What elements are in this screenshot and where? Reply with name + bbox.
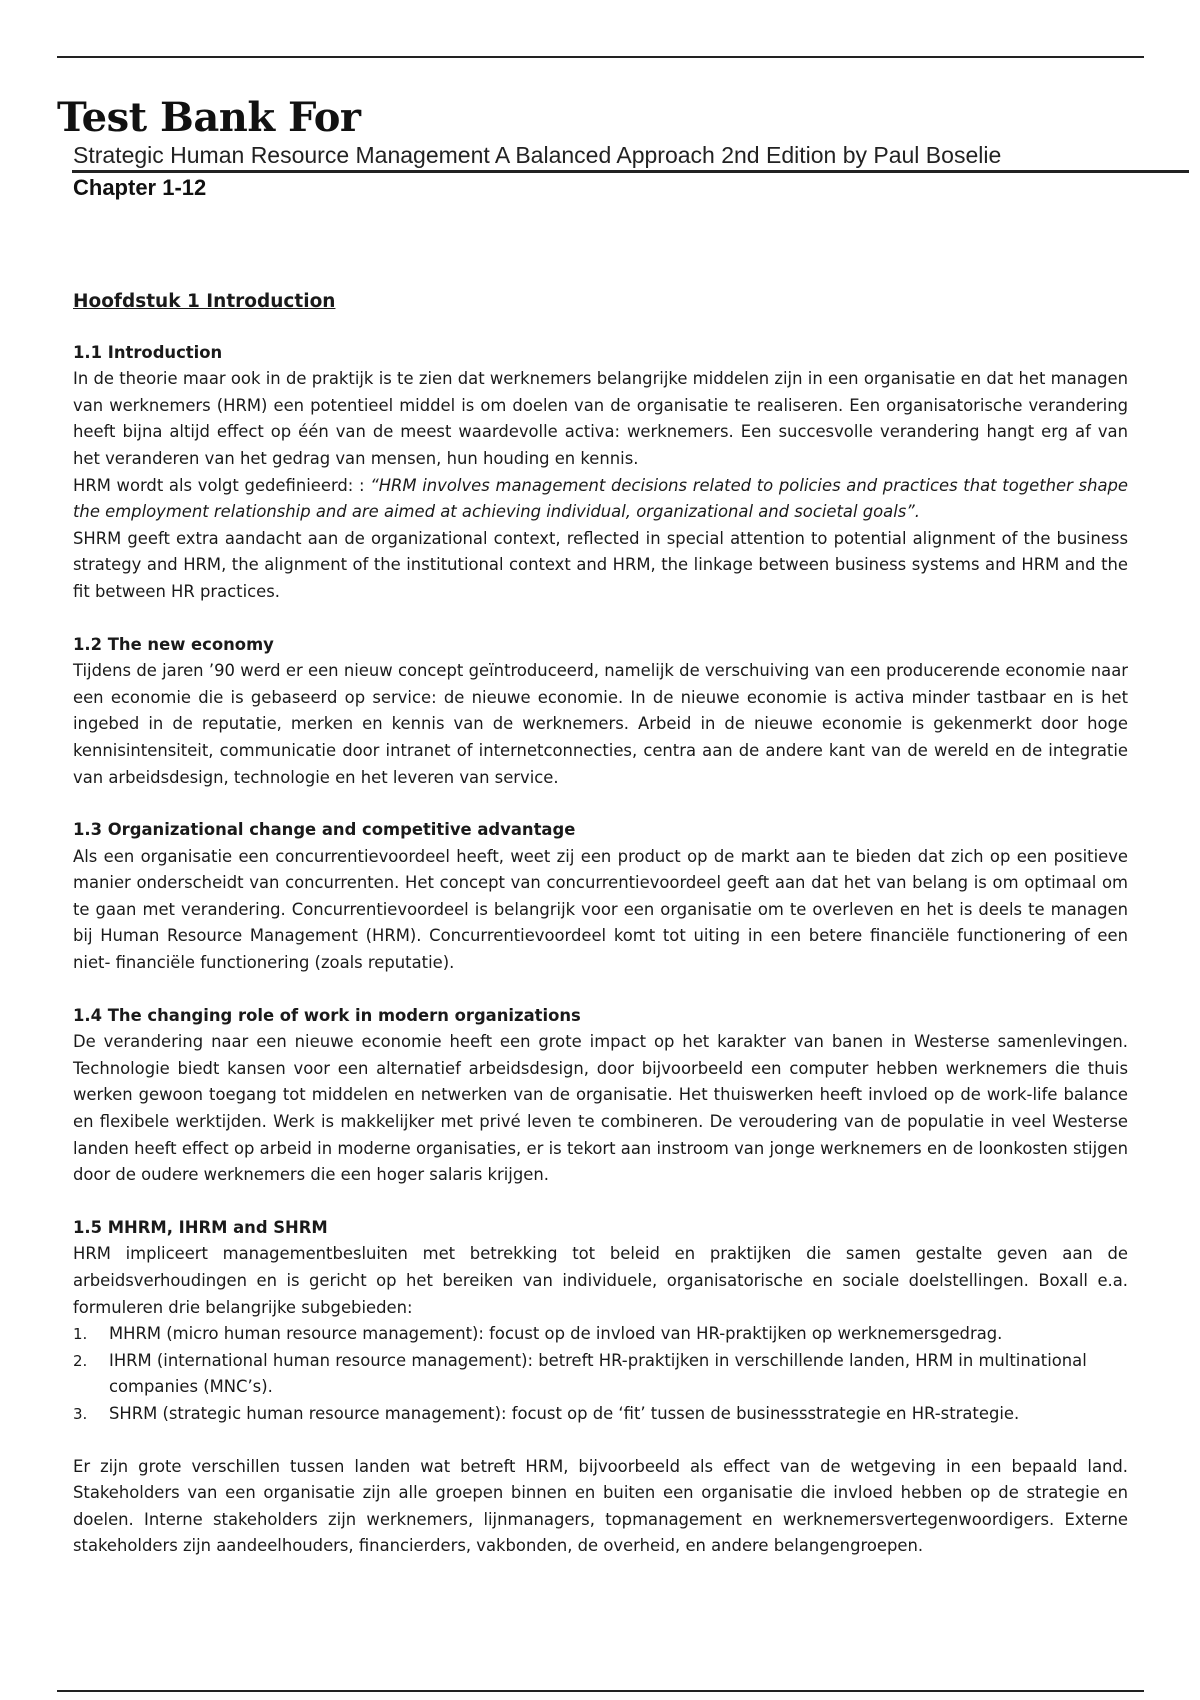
title-rule <box>72 170 1189 173</box>
section-heading: 1.2 The new economy <box>73 634 274 654</box>
book-subtitle: Strategic Human Resource Management A Balanced Approach 2nd Edition by Paul Boselie <box>73 142 1002 168</box>
list-text: IHRM (international human resource management): betreft HR-praktijken in verschillende landen, HRM in multinational companies (MNC’s). <box>109 1350 1087 1397</box>
document-body <box>73 289 1128 1560</box>
paragraph: De verandering naar een nieuwe economie heeft een grote impact op het karakter van banen in Westerse samenlevingen. Technologie biedt kansen voor een alternatief arbeidsdesign, door bijvoorbeeld een computer hebben werknemers die thuis werken gewoon toegang tot middelen en netwerken van de organisatie. Het thuiswerken heeft invloed op de work-life balance en flexibele werktijden. Werk is makkelijker met privé leven te combineren. De veroudering van de populatie in veel Westerse landen heeft effect op arbeid in moderne organisaties, er is tekort aan instroom van jonge werknemers en de loonkosten stijgen door de oudere werknemers die een hoger salaris krijgen. <box>73 1032 1128 1185</box>
section-1-4 <box>73 1003 1128 1189</box>
definition-paragraph <box>73 473 1128 526</box>
list-number: 1. <box>73 1325 88 1344</box>
list-number: 3. <box>73 1404 88 1423</box>
list-item <box>73 1401 1128 1428</box>
top-rule <box>57 56 1144 58</box>
definition-quote: “HRM involves management decisions related to policies and practices that together shape the employment relationship and are aimed at achieving individual, organizational and societal goals”. <box>73 475 1128 522</box>
list-number: 2. <box>73 1351 88 1370</box>
paragraph: Als een organisatie een concurrentievoordeel heeft, weet zij een product op de markt aan te bieden dat zich op een positieve manier onderscheidt van concurrenten. Het concept van concurrentievoordeel geeft aan dat het van belang is om optimaal om te gaan met verandering. Concurrentievoordeel is belangrijk voor een organisatie om te overleven en het is deels te managen bij Human Resource Management (HRM). Concurrentievoordeel komt tot uiting in een betere financiële functionering of een niet- financiële functionering (zoals reputatie). <box>73 846 1128 973</box>
paragraph: In de theorie maar ook in de praktijk is te zien dat werknemers belangrijke middelen zijn in een organisatie en dat het managen van werknemers (HRM) een potentieel middel is om doelen van de organisatie te realiseren. Een organisatorische verandering heeft bijna altijd effect op één van de meest waardevolle activa: werknemers. Een succesvolle verandering hangt erg af van het veranderen van het gedrag van mensen, hun houding en kennis. <box>73 369 1128 468</box>
list-text: SHRM (strategic human resource management): focust op de ‘fit’ tussen de businessstrategie en HR-strategie. <box>109 1403 1020 1423</box>
section-1-5 <box>73 1215 1128 1560</box>
paragraph: HRM impliceert managementbesluiten met betrekking tot beleid en praktijken die samen gestalte geven aan de arbeidsverhoudingen en is gericht op het bereiken van individuele, organisatorische en sociale doelstellingen. Boxall e.a. formuleren drie belangrijke subgebieden: <box>73 1244 1128 1317</box>
section-heading: 1.4 The changing role of work in modern organizations <box>73 1005 581 1025</box>
chapter-range: Chapter 1-12 <box>73 175 207 200</box>
list-text: MHRM (micro human resource management): focust op de invloed van HR-praktijken op werknemersgedrag. <box>109 1324 1003 1344</box>
section-heading: 1.1 Introduction <box>73 342 223 362</box>
chapter-heading: Hoofdstuk 1 Introduction <box>73 291 336 312</box>
list-item <box>73 1321 1128 1348</box>
section-heading: 1.3 Organizational change and competitive advantage <box>73 820 576 840</box>
bottom-rule <box>57 1690 1144 1692</box>
definition-lead: HRM wordt als volgt gedefinieerd: : <box>73 475 371 495</box>
paragraph: Tijdens de jaren ’90 werd er een nieuw concept geïntroduceerd, namelijk de verschuiving van een producerende economie naar een economie die is gebaseerd op service: de nieuwe economie. In de nieuwe economie is activa minder tastbaar en is het ingebed in de reputatie, merken en kennis van de werknemers. Arbeid in de nieuwe economie is gekenmerkt door hoge kennisintensiteit, communicatie door intranet of internetconnecties, centra aan de andere kant van de wereld en de integratie van arbeidsdesign, technologie en het leveren van service. <box>73 661 1128 787</box>
section-heading: 1.5 MHRM, IHRM and SHRM <box>73 1217 328 1237</box>
paragraph: Er zijn grote verschillen tussen landen wat betreft HRM, bijvoorbeeld als effect van de wetgeving in een bepaald land. Stakeholders van een organisatie zijn alle groepen binnen en buiten een organisatie die invloed hebben op de strategie en doelen. Interne stakeholders zijn werknemers, lijnmanagers, topmanagement en werknemersvertegenwoordigers. Externe stakeholders zijn aandeelhouders, financierders, vakbonden, de overheid, en andere belangengroepen. <box>73 1456 1128 1556</box>
paragraph: SHRM geeft extra aandacht aan de organizational context, reflected in special attention to potential alignment of the business strategy and HRM, the alignment of the institutional context and HRM, the linkage between business systems and HRM and the fit between HR practices. <box>73 528 1128 601</box>
subfield-list <box>73 1321 1128 1427</box>
section-1-2 <box>73 632 1128 792</box>
document-title: Test Bank For <box>57 94 361 141</box>
list-item <box>73 1348 1128 1401</box>
section-1-3 <box>73 817 1128 977</box>
section-1-1 <box>73 340 1128 606</box>
